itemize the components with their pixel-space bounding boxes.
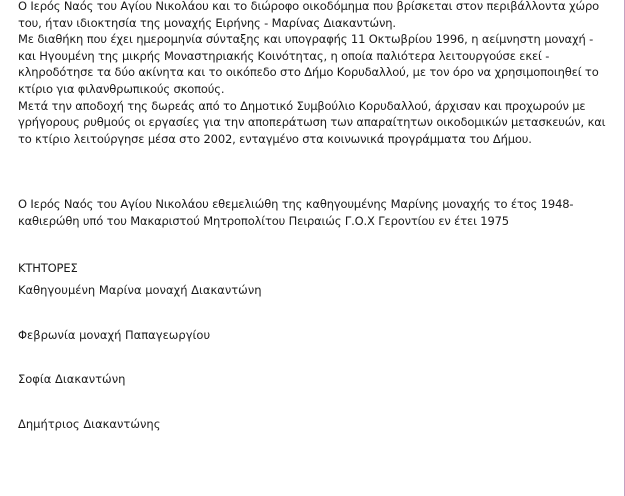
foundation-line: Ο Ιερός Ναός του Αγίου Νικολάου εθεμελιώθη της καθηγουμένης Μαρίνης μοναχής το έτος 1948- — [18, 197, 574, 211]
intro-paragraph — [18, 0, 605, 147]
foundation-paragraph — [18, 196, 573, 229]
ktitor-name: Καθηγουμένη Μαρίνα μοναχή Διακαντώνη — [18, 283, 262, 297]
ktitor-name: Δημήτριος Διακαντώνης — [18, 417, 161, 431]
ktitores-heading: ΚΤΗΤΟΡΕΣ — [18, 261, 78, 275]
intro-line: το κτίριο λειτούργησε μέσα στο 2002, ενταγμένο στα κοινωνικά προγράμματα του Δήμου. — [18, 131, 532, 146]
intro-line: κτίριο για φιλανθρωπικούς σκοπούς. — [18, 81, 225, 96]
ktitor-name: Σοφία Διακαντώνη — [18, 372, 126, 386]
foundation-line: καθιερώθη υπό του Μακαριστού Μητροπολίτου Πειραιώς Γ.Ο.Χ Γεροντίου εν έτει 1975 — [18, 213, 509, 228]
intro-line: γρήγορους ρυθμούς οι εργασίες για την αποπεράτωση των απαραίτητων οικοδομικών μετασκευών, και — [18, 115, 606, 130]
intro-line: Μετά την αποδοχή της δωρεάς από το Δημοτικό Συμβούλιο Κορυδαλλού, άρχισαν και προχωρούν με — [18, 98, 586, 113]
intro-line: Με διαθήκη που έχει ημερομηνία σύνταξης και υπογραφής 11 Οκτωβρίου 1996, η αείμνηστη μοναχή - — [18, 32, 594, 47]
ktitor-name: Φεβρωνία μοναχή Παπαγεωργίου — [18, 328, 211, 342]
intro-line: κληροδότησε τα δύο ακίνητα και το οικόπεδο στο Δήμο Κορυδαλλού, με τον όρο να χρησιμοποιηθεί το — [18, 65, 599, 80]
intro-line: του, ήταν ιδιοκτησία της μοναχής Ειρήνης - Μαρίνας Διακαντώνη. — [18, 15, 396, 30]
intro-line: Ο Ιερός Ναός του Αγίου Νικολάου και το διώροφο οικοδόμημα που βρίσκεται στον περιβάλλοντα χώρο — [18, 0, 600, 13]
intro-line: και Ηγουμένη της μικρής Μοναστηριακής Κοινότητας, η οποία παλιότερα λειτουργούσε εκεί - — [18, 48, 550, 63]
